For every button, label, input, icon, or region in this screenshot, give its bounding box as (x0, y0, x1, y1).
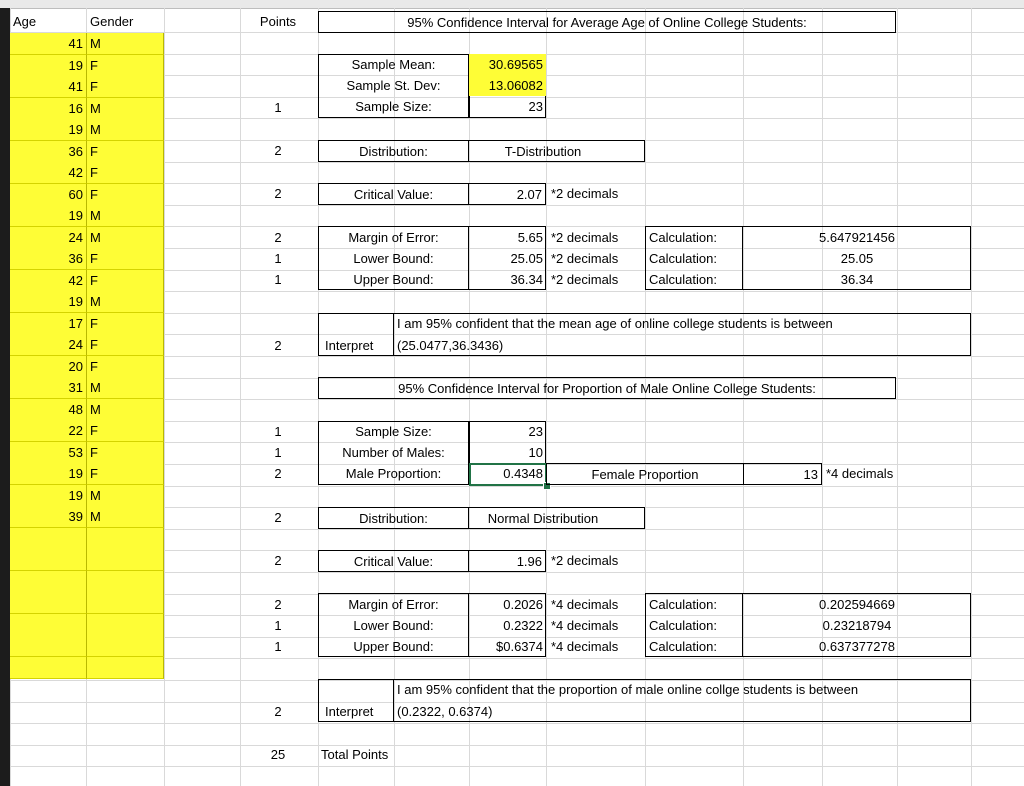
gridline-horizontal (10, 723, 1024, 724)
gender-cell[interactable]: F (87, 420, 164, 442)
prop-lower-label: Lower Bound: (353, 618, 434, 633)
prop-moe-calc-value[interactable]: 0.202594669 (819, 597, 895, 612)
mean-title-box[interactable] (318, 11, 896, 33)
sample-sd-value[interactable]: 13.06082 (469, 75, 546, 96)
points-mean-lower[interactable]: 1 (274, 251, 282, 266)
prop-size-value[interactable]: 23 (528, 424, 543, 439)
points-prop-interp[interactable]: 2 (274, 704, 282, 719)
lower-note: *2 decimals (551, 251, 619, 266)
distribution-label: Distribution: (359, 144, 428, 159)
critical-label: Critical Value: (353, 187, 434, 202)
age-cell[interactable] (10, 635, 87, 657)
gender-cell[interactable]: M (87, 506, 164, 528)
prop-upper-calc-value[interactable]: 0.637377278 (819, 639, 895, 654)
age-cell[interactable]: 19 (10, 463, 87, 485)
males-label: Number of Males: (342, 445, 445, 460)
header-gender[interactable]: Gender (90, 14, 134, 29)
upper-label: Upper Bound: (353, 272, 434, 287)
age-cell[interactable] (10, 528, 87, 550)
lower-calc-value[interactable]: 25.05 (840, 251, 874, 266)
gender-cell[interactable] (87, 571, 164, 593)
points-prop-males[interactable]: 1 (274, 445, 282, 460)
selected-cell[interactable] (469, 463, 547, 486)
prop-upper-label: Upper Bound: (353, 639, 434, 654)
distribution-value: T-Distribution (504, 144, 582, 159)
points-prop-lower[interactable]: 1 (274, 618, 282, 633)
prop-critical-value: 1.96 (516, 554, 542, 569)
points-prop-size[interactable]: 1 (274, 424, 282, 439)
males-value[interactable]: 10 (528, 445, 543, 460)
points-mean-size[interactable]: 1 (274, 100, 282, 115)
prop-title-box[interactable] (318, 377, 896, 399)
prop-interpret-line1: I am 95% confident that the proportion of male online collge students is between (397, 682, 859, 697)
age-cell[interactable]: 24 (10, 227, 87, 249)
mean-interpret-line2: (25.0477,36.3436) (397, 338, 504, 353)
gender-cell[interactable] (87, 614, 164, 636)
critical-note: *2 decimals (551, 186, 619, 201)
female-prop-label: Female Proportion (591, 467, 699, 482)
gender-cell[interactable]: M (87, 205, 164, 227)
female-prop-value-box[interactable] (743, 463, 822, 485)
mean-interpret-label: Interpret (325, 338, 374, 353)
upper-calc-label: Calculation: (649, 272, 717, 287)
points-mean-upper[interactable]: 1 (274, 272, 282, 287)
gender-cell[interactable] (87, 549, 164, 571)
sample-mean-label: Sample Mean: (351, 57, 436, 72)
male-prop-value[interactable]: 0.4348 (503, 466, 543, 481)
gender-cell[interactable] (87, 528, 164, 550)
mean-interpret-line1: I am 95% confident that the mean age of online college students is between (397, 316, 833, 331)
age-cell[interactable]: 53 (10, 442, 87, 464)
sample-sd-label: Sample St. Dev: (346, 78, 441, 93)
age-cell[interactable]: 31 (10, 377, 87, 399)
points-mean-interp[interactable]: 2 (274, 338, 282, 353)
age-cell[interactable]: 19 (10, 55, 87, 77)
sample-size-value[interactable]: 23 (528, 99, 543, 114)
prop-interpret-label: Interpret (325, 704, 374, 719)
upper-note: *2 decimals (551, 272, 619, 287)
prop-moe-note: *4 decimals (551, 597, 619, 612)
prop-lower-value[interactable]: 0.2322 (503, 618, 543, 633)
moe-note: *2 decimals (551, 230, 619, 245)
prop-critical-note: *2 decimals (551, 553, 619, 568)
gridline-vertical (240, 8, 241, 786)
moe-calc-value[interactable]: 5.647921456 (819, 230, 895, 245)
prop-critical-label: Critical Value: (353, 554, 434, 569)
age-cell[interactable] (10, 614, 87, 636)
age-cell[interactable] (10, 549, 87, 571)
prop-interpret-line2: (0.2322, 0.6374) (397, 704, 493, 719)
points-prop-crit[interactable]: 2 (274, 553, 282, 568)
critical-label-box (318, 183, 469, 205)
prop-moe-label: Margin of Error: (348, 597, 439, 612)
gender-cell[interactable]: F (87, 356, 164, 378)
gridline-horizontal (10, 745, 1024, 746)
prop-upper-value[interactable]: $0.6374 (496, 639, 543, 654)
points-mean-moe[interactable]: 2 (274, 230, 282, 245)
header-age[interactable]: Age (13, 14, 37, 29)
mean-title: 95% Confidence Interval for Average Age of Online College Students: (407, 15, 807, 30)
prop-title: 95% Confidence Interval for Proportion of Male Online College Students: (398, 381, 816, 396)
age-cell[interactable]: 36 (10, 248, 87, 270)
gender-cell[interactable]: M (87, 33, 164, 55)
gender-cell[interactable]: M (87, 98, 164, 120)
gender-cell[interactable]: F (87, 248, 164, 270)
prop-distribution-label-box (318, 507, 469, 529)
critical-value-box[interactable] (468, 183, 546, 205)
gender-cell[interactable]: F (87, 270, 164, 292)
prop-distribution-label: Distribution: (359, 511, 428, 526)
gridline-horizontal (10, 766, 1024, 767)
gender-cell[interactable]: F (87, 313, 164, 335)
gender-cell[interactable]: M (87, 119, 164, 141)
prop-lower-calc-label: Calculation: (649, 618, 717, 633)
age-cell[interactable]: 42 (10, 162, 87, 184)
distribution-value-box[interactable] (468, 140, 645, 162)
gender-cell[interactable]: M (87, 291, 164, 313)
gridline-vertical (971, 8, 972, 786)
prop-moe-value[interactable]: 0.2026 (503, 597, 543, 612)
age-cell[interactable]: 60 (10, 184, 87, 206)
gender-cell[interactable]: M (87, 377, 164, 399)
prop-upper-note: *4 decimals (551, 639, 619, 654)
gender-cell[interactable]: F (87, 334, 164, 356)
gender-cell[interactable] (87, 657, 164, 679)
gender-cell[interactable]: F (87, 162, 164, 184)
lower-value[interactable]: 25.05 (510, 251, 543, 266)
gridline-vertical (164, 8, 165, 786)
total-points-label: Total Points (321, 747, 389, 762)
points-prop-prop[interactable]: 2 (274, 466, 282, 481)
upper-value[interactable]: 36.34 (510, 272, 543, 287)
points-prop-upper[interactable]: 1 (274, 639, 282, 654)
age-cell[interactable]: 36 (10, 141, 87, 163)
header-points[interactable]: Points (259, 14, 297, 29)
age-cell[interactable]: 19 (10, 205, 87, 227)
prop-upper-calc-label: Calculation: (649, 639, 717, 654)
age-cell[interactable]: 20 (10, 356, 87, 378)
points-mean-dist[interactable]: 2 (274, 143, 282, 158)
points-prop-moe[interactable]: 2 (274, 597, 282, 612)
prop-critical-label-box (318, 550, 469, 572)
female-prop-label-box (546, 463, 744, 485)
upper-calc-value[interactable]: 36.34 (840, 272, 874, 287)
gender-cell[interactable]: F (87, 55, 164, 77)
prop-distribution-value-box[interactable] (468, 507, 645, 529)
age-cell[interactable]: 24 (10, 334, 87, 356)
gender-cell[interactable]: F (87, 442, 164, 464)
age-cell[interactable]: 48 (10, 399, 87, 421)
gender-cell[interactable]: M (87, 485, 164, 507)
prop-lower-note: *4 decimals (551, 618, 619, 633)
age-cell[interactable]: 42 (10, 270, 87, 292)
distribution-label-box (318, 140, 469, 162)
male-prop-label: Male Proportion: (345, 466, 442, 481)
moe-calc-label: Calculation: (649, 230, 717, 245)
age-cell[interactable]: 16 (10, 98, 87, 120)
gender-cell[interactable]: F (87, 184, 164, 206)
lower-label: Lower Bound: (353, 251, 434, 266)
age-cell[interactable] (10, 657, 87, 679)
age-cell[interactable]: 19 (10, 291, 87, 313)
female-note: *4 decimals (826, 466, 894, 481)
gender-cell[interactable] (87, 592, 164, 614)
prop-size-label: Sample Size: (355, 424, 432, 439)
sample-size-label: Sample Size: (355, 99, 432, 114)
age-cell[interactable]: 19 (10, 119, 87, 141)
prop-moe-calc-label: Calculation: (649, 597, 717, 612)
lower-calc-label: Calculation: (649, 251, 717, 266)
gender-cell[interactable]: F (87, 463, 164, 485)
critical-value: 2.07 (516, 187, 542, 202)
points-total[interactable]: 25 (270, 747, 286, 762)
age-cell[interactable] (10, 571, 87, 593)
column-header-bar (0, 0, 1024, 9)
gridline-vertical (897, 8, 898, 786)
age-cell[interactable]: 17 (10, 313, 87, 335)
age-cell[interactable]: 41 (10, 76, 87, 98)
prop-distribution-value: Normal Distribution (487, 511, 599, 526)
age-cell[interactable]: 22 (10, 420, 87, 442)
gender-cell[interactable]: F (87, 141, 164, 163)
age-cell[interactable]: 39 (10, 506, 87, 528)
age-cell[interactable] (10, 592, 87, 614)
points-prop-dist[interactable]: 2 (274, 510, 282, 525)
gender-cell[interactable]: M (87, 227, 164, 249)
age-cell[interactable]: 41 (10, 33, 87, 55)
female-prop-value: 13 (803, 467, 818, 482)
prop-lower-calc-value[interactable]: 0.23218794 (822, 618, 892, 633)
moe-value[interactable]: 5.65 (517, 230, 543, 245)
age-cell[interactable]: 19 (10, 485, 87, 507)
row-number-strip (0, 8, 10, 786)
points-mean-crit[interactable]: 2 (274, 186, 282, 201)
gender-cell[interactable] (87, 635, 164, 657)
gender-cell[interactable]: F (87, 76, 164, 98)
moe-label: Margin of Error: (348, 230, 439, 245)
prop-critical-value-box[interactable] (468, 550, 546, 572)
gender-cell[interactable]: M (87, 399, 164, 421)
sample-mean-value[interactable]: 30.69565 (469, 54, 546, 75)
